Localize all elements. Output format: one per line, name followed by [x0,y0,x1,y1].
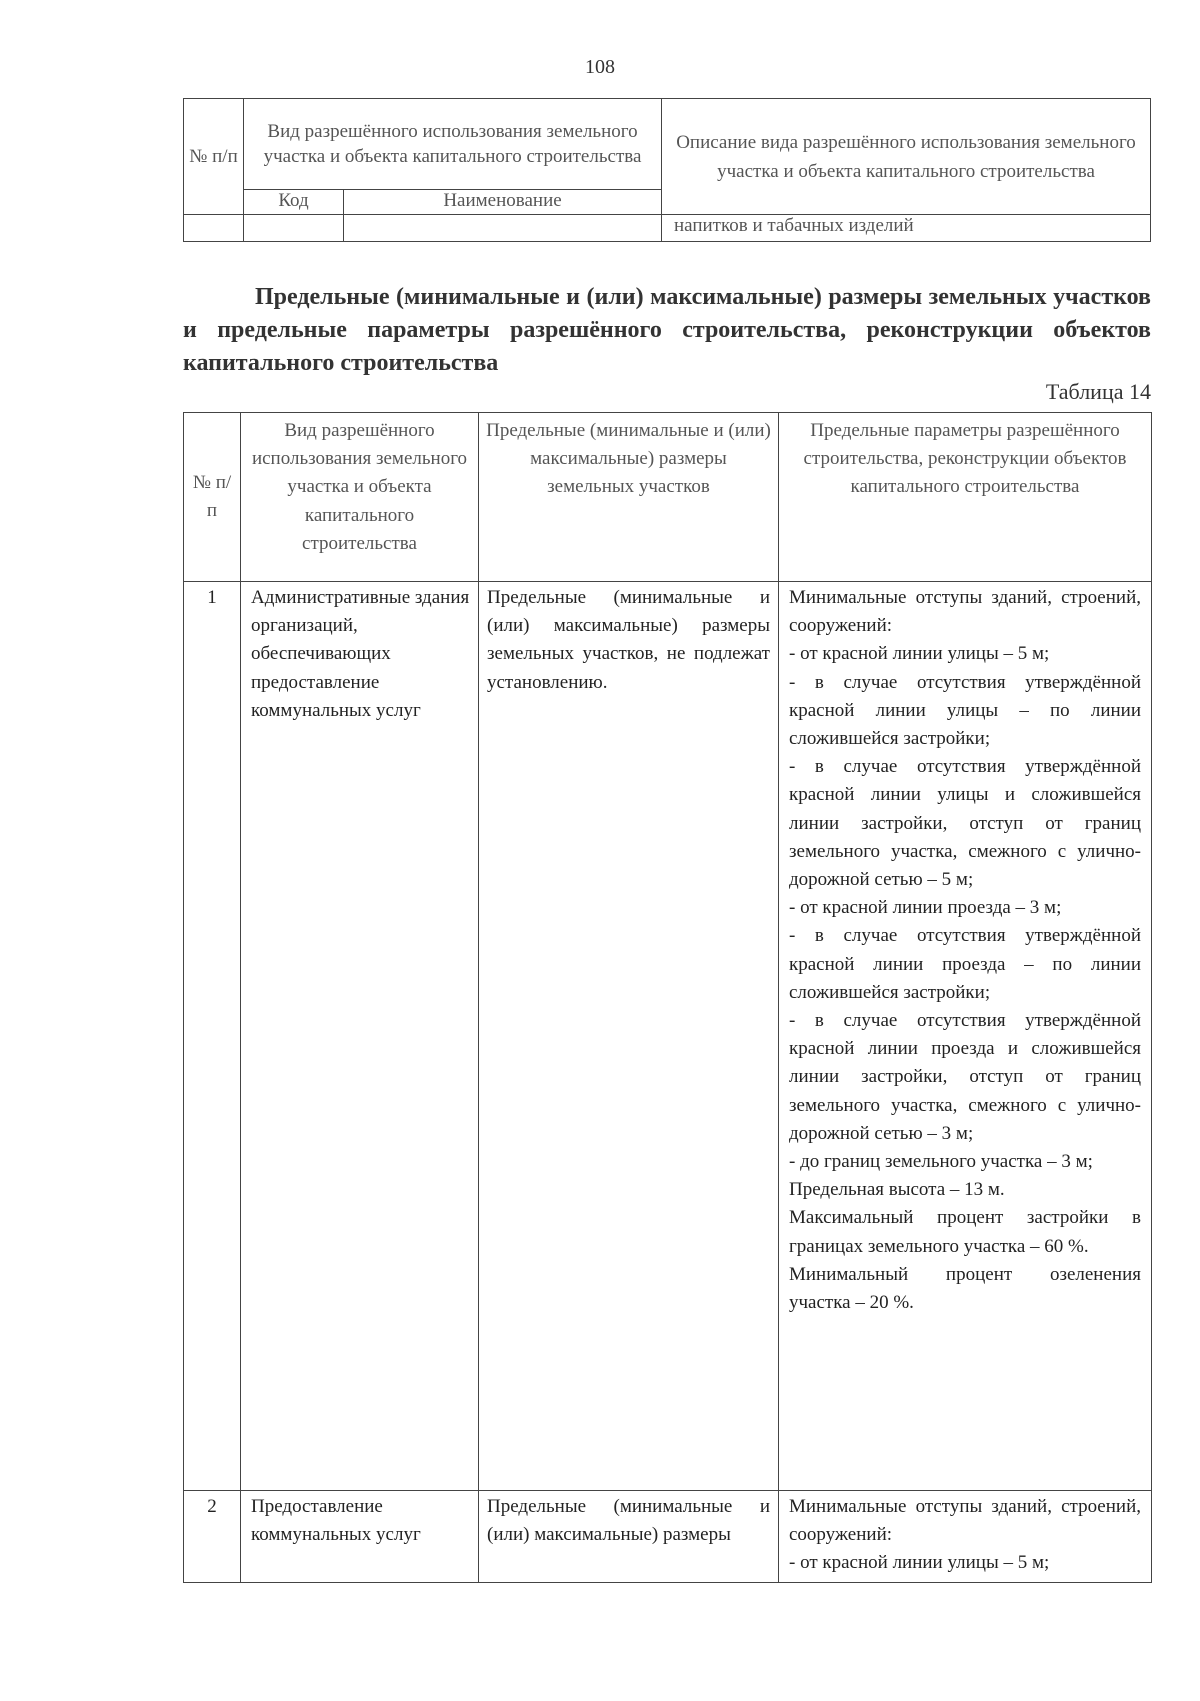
row-num: 2 [184,1491,241,1583]
param-line: - в случае отсутствия утверждённой красной линии проезда – по линии сложившейся застройки; [789,925,1141,1003]
col-num-header: № п/п [184,99,244,215]
cont-name-cell [344,215,662,242]
row-use: Административные здания организаций, обеспечивающих предоставление коммунальных услуг [241,582,479,1491]
cont-code-cell [244,215,344,242]
cont-desc-cell: напитков и табачных изделий [662,215,1151,242]
col-group-header: Вид разрешённого использования земельного участка и объекта капитального строительства [244,99,662,190]
col-code-header: Код [244,190,344,215]
table-row [184,1491,1152,1583]
limits-table [183,412,1152,1583]
col-desc-header: Описание вида разрешённого использования земельного участка и объекта капитального строительства [662,99,1151,215]
header-use: Вид разрешённого использования земельного участка и объекта капитального строительства [241,413,479,582]
continuation-table [183,98,1151,242]
row-sizes: Предельные (минимальные и (или) максимальные) размеры земельных участков, не подлежат установлению. [479,582,779,1491]
row-params [779,1491,1152,1583]
param-line: - в случае отсутствия утверждённой красной линии улицы и сложившейся линии застройки, отступ от границ земельного участка, смежного с улично-дорожной сетью – 5 м; [789,756,1141,891]
row-num: 1 [184,582,241,1491]
row-use: Предоставление коммунальных услуг [241,1491,479,1583]
cont-num-cell [184,215,244,242]
header-params: Предельные параметры разрешённого строительства, реконструкции объектов капитального строительства [779,413,1152,582]
param-line: - до границ земельного участка – 3 м; [789,1151,1093,1173]
param-line: Минимальные отступы зданий, строений, сооружений: [789,587,1141,637]
param-line: - от красной линии улицы – 5 м; [789,643,1050,665]
row-sizes: Предельные (минимальные и (или) максимальные) размеры [479,1491,779,1583]
page-number: 108 [585,56,615,78]
header-num: № п/п [184,413,241,582]
param-line: - от красной линии проезда – 3 м; [789,897,1062,919]
table-row [184,582,1152,1491]
param-line: - от красной линии улицы – 5 м; [789,1552,1050,1574]
header-sizes: Предельные (минимальные и (или) максимальные) размеры земельных участков [479,413,779,582]
section-heading: Предельные (минимальные и (или) максимальные) размеры земельных участков и предельные параметры разрешённого строительства, реконструкции объектов капитального строительства [183,284,1151,376]
param-line: Минимальные отступы зданий, строений, сооружений: [789,1496,1141,1546]
table-label: Таблица 14 [1045,379,1151,404]
param-line: - в случае отсутствия утверждённой красной линии улицы – по линии сложившейся застройки; [789,671,1141,750]
param-line: Предельная высота – 13 м. [789,1179,1005,1201]
param-line: Минимальный процент озеленения участка – 20 %. [789,1263,1141,1314]
param-line: Максимальный процент застройки в границах земельного участка – 60 %. [789,1207,1141,1257]
param-line: - в случае отсутствия утверждённой красной линии проезда и сложившейся линии застройки, отступ от границ земельного участка, смежного с улично-дорожной сетью – 3 м; [789,1010,1141,1144]
row-params [779,582,1152,1491]
col-name-header: Наименование [344,190,662,215]
